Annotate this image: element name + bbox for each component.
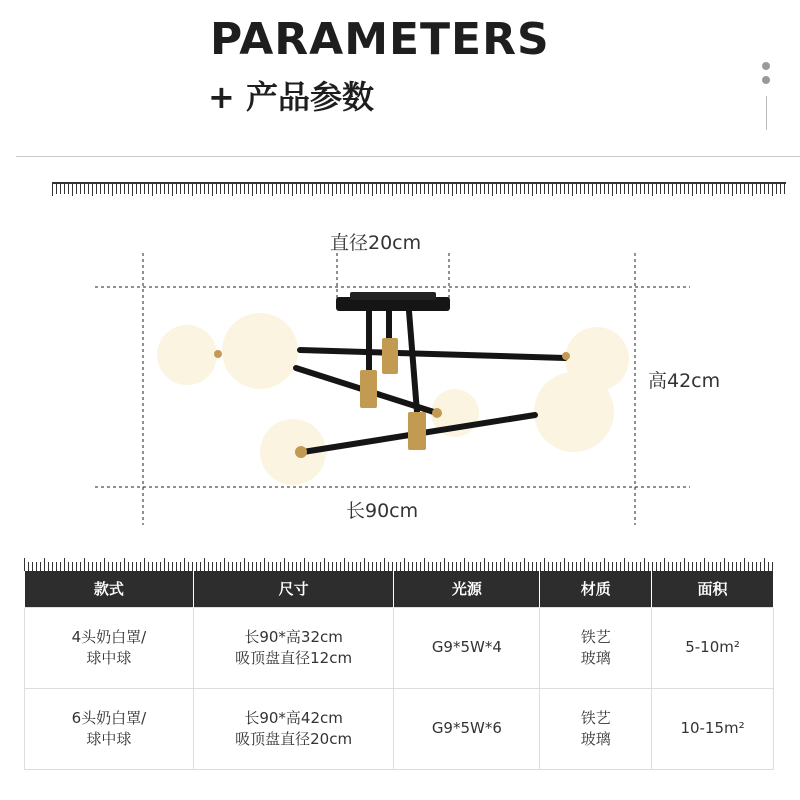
cell-size: 长90*高42cm 吸顶盘直径20cm [193,688,394,769]
header-size: 尺寸 [193,571,394,607]
cell-area: 10-15m² [652,688,774,769]
cell-material: 铁艺 玻璃 [540,688,652,769]
cell-style: 4头奶白罩/ 球中球 [25,607,194,688]
header-material: 材质 [540,571,652,607]
table-row [25,607,774,688]
diameter-label: 直径20cm [330,232,422,254]
page-subtitle: + 产品参数 [208,78,374,116]
spec-table [24,571,774,770]
header-style: 款式 [25,571,194,607]
cell-size: 长90*高32cm 吸顶盘直径12cm [193,607,394,688]
cell-light: G9*5W*4 [394,607,540,688]
table-row [25,688,774,769]
page-title: PARAMETERS [210,14,550,65]
cell-material: 铁艺 玻璃 [540,607,652,688]
header-area: 面积 [652,571,774,607]
cell-area: 5-10m² [652,607,774,688]
header-light: 光源 [394,571,540,607]
height-label: 高42cm [648,370,721,392]
cell-light: G9*5W*6 [394,688,540,769]
table-header-row [25,571,774,607]
cell-style: 6头奶白罩/ 球中球 [25,688,194,769]
length-label: 长90cm [346,500,419,522]
